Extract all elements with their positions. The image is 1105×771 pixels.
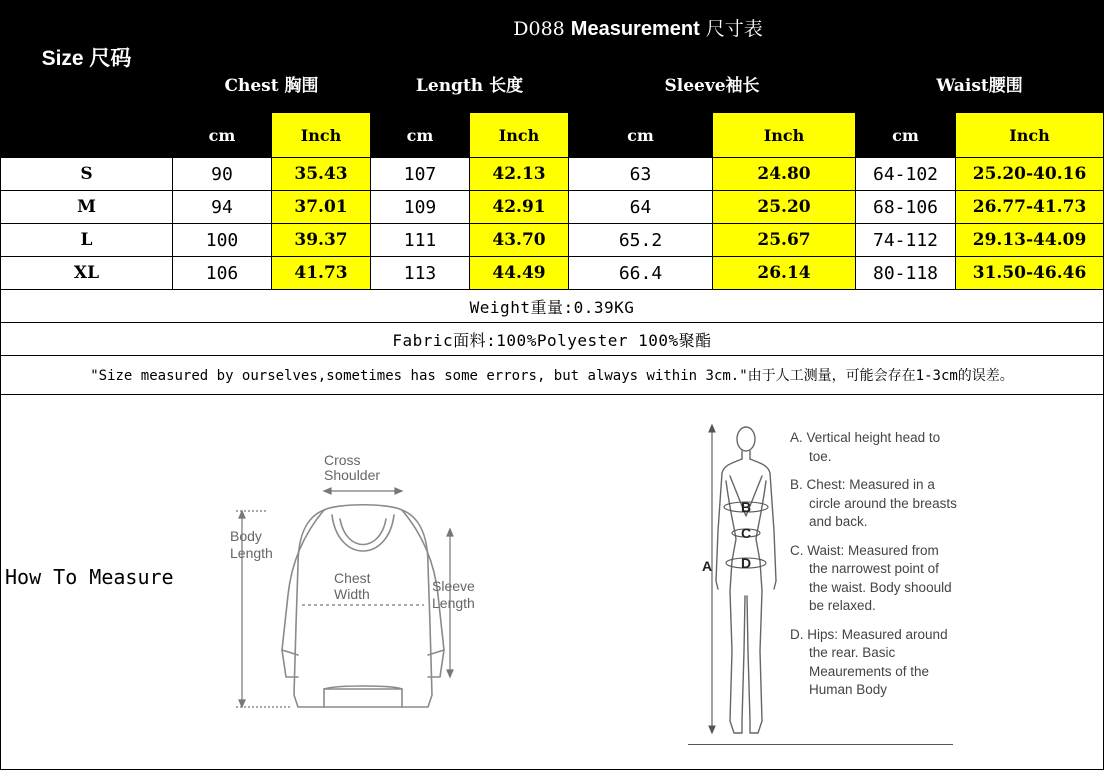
chest-width-label-1: Chest: [334, 570, 371, 586]
size-cell: S: [1, 158, 173, 191]
unit-inch: Inch: [272, 113, 371, 158]
length-cm-cell: 107: [371, 158, 470, 191]
title-cn: 尺寸表: [705, 17, 763, 40]
weight-info: Weight重量:0.39KG: [1, 290, 1104, 323]
legend-item: D. Hips: Measured around the rear. Basic Meaurements of the Human Body: [790, 626, 948, 697]
col-group-sleeve: Sleeve袖长: [569, 54, 856, 113]
sleeve-inch-cell: 25.20: [713, 191, 856, 224]
title-word: Measurement: [570, 17, 700, 40]
sleeve-cm-cell: 65.2: [569, 224, 713, 257]
size-header-label: Size 尺码: [41, 46, 132, 70]
title-code: D088: [513, 17, 565, 40]
cross-shoulder-label-2: Shoulder: [324, 467, 381, 483]
size-cell: M: [1, 191, 173, 224]
chest-width-label-2: Width: [334, 586, 370, 602]
waist-cm-cell: 64-102: [856, 158, 956, 191]
cross-shoulder-label-1: Cross: [324, 452, 361, 468]
table-row: [1, 191, 1104, 224]
unit-header-spacer: [1, 113, 173, 158]
waist-inch-cell: 26.77-41.73: [956, 191, 1104, 224]
body-mark-b: B: [741, 499, 752, 515]
how-to-measure-heading: How To Measure: [5, 565, 174, 589]
body-length-label-2: Length: [230, 545, 273, 561]
waist-cm-cell: 74-112: [856, 224, 956, 257]
figure-baseline: [688, 744, 953, 745]
how-to-measure-section: [0, 393, 1103, 769]
legend-item: B. Chest: Measured in a circle around the breasts and back.: [790, 477, 957, 529]
length-inch-cell: 43.70: [470, 224, 569, 257]
waist-cm-cell: 68-106: [856, 191, 956, 224]
chest-inch-cell: 37.01: [272, 191, 371, 224]
waist-inch-cell: 29.13-44.09: [956, 224, 1104, 257]
body-mark-c: C: [741, 525, 752, 541]
body-length-label-1: Body: [230, 528, 262, 544]
chest-cm-cell: 100: [173, 224, 272, 257]
col-group-length: Length 长度: [371, 54, 569, 113]
measurement-legend: [790, 429, 960, 710]
chest-cm-cell: 90: [173, 158, 272, 191]
measurement-note: "Size measured by ourselves,sometimes has some errors, but always within 3cm."由于人工测量，可能会存在1-3cm的误差。: [1, 356, 1104, 395]
col-group-chest: Chest 胸围: [173, 54, 371, 113]
table-row: [1, 224, 1104, 257]
waist-inch-cell: 31.50-46.46: [956, 257, 1104, 290]
sleeve-length-label-2: Length: [432, 595, 475, 611]
unit-cm: cm: [856, 113, 956, 158]
chest-cm-cell: 106: [173, 257, 272, 290]
waist-cm-cell: 80-118: [856, 257, 956, 290]
length-inch-cell: 44.49: [470, 257, 569, 290]
chest-inch-cell: 39.37: [272, 224, 371, 257]
unit-inch: Inch: [470, 113, 569, 158]
sweater-diagram-icon: [226, 445, 496, 737]
sleeve-inch-cell: 26.14: [713, 257, 856, 290]
chest-cm-cell: 94: [173, 191, 272, 224]
length-inch-cell: 42.13: [470, 158, 569, 191]
length-cm-cell: 111: [371, 224, 470, 257]
length-inch-cell: 42.91: [470, 191, 569, 224]
length-cm-cell: 113: [371, 257, 470, 290]
unit-cm: cm: [173, 113, 272, 158]
sleeve-cm-cell: 63: [569, 158, 713, 191]
body-mark-a: A: [702, 558, 713, 574]
unit-inch: Inch: [956, 113, 1104, 158]
sleeve-length-label-1: Sleeve: [432, 578, 475, 594]
sleeve-inch-cell: 24.80: [713, 158, 856, 191]
waist-inch-cell: 25.20-40.16: [956, 158, 1104, 191]
size-header: [1, 1, 173, 113]
size-cell: XL: [1, 257, 173, 290]
chest-inch-cell: 35.43: [272, 158, 371, 191]
sleeve-inch-cell: 25.67: [713, 224, 856, 257]
table-row: [1, 257, 1104, 290]
human-body-icon: [682, 421, 782, 747]
unit-inch: Inch: [713, 113, 856, 158]
unit-cm: cm: [569, 113, 713, 158]
legend-item: C. Waist: Measured from the narrowest point of the waist. Body shoould be relaxed.: [790, 542, 952, 613]
size-cell: L: [1, 224, 173, 257]
sleeve-cm-cell: 66.4: [569, 257, 713, 290]
legend-item: A. Vertical height head to toe.: [790, 430, 941, 464]
col-group-waist: Waist腰围: [856, 54, 1104, 113]
body-mark-d: D: [741, 555, 752, 571]
sleeve-cm-cell: 64: [569, 191, 713, 224]
length-cm-cell: 109: [371, 191, 470, 224]
fabric-info: Fabric面料:100%Polyester 100%聚酯: [1, 323, 1104, 356]
unit-cm: cm: [371, 113, 470, 158]
table-title: [173, 1, 1104, 54]
table-row: [1, 158, 1104, 191]
chest-inch-cell: 41.73: [272, 257, 371, 290]
